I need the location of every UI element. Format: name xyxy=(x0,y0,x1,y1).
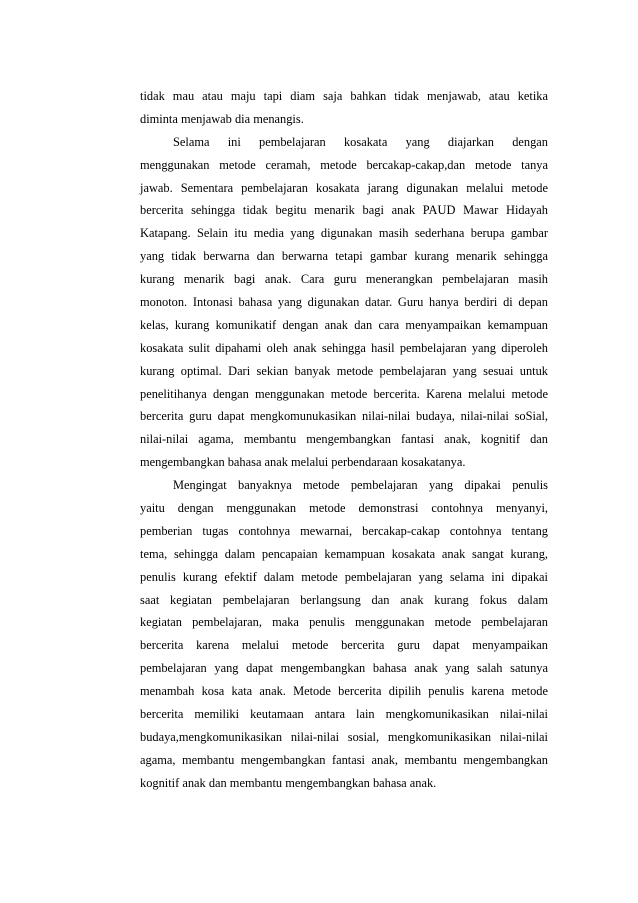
text-line: jawab. Sementara pembelajaran kosakata jarang digunakan melalui metode xyxy=(140,180,548,195)
text-line: kurang menarik bagi anak. Cara guru menerangkan pembelajaran masih xyxy=(140,272,548,287)
text-line: kurang optimal. Dari sekian banyak metode pembelajaran yang sesuai untuk xyxy=(140,363,548,378)
text-line: menggunakan metode ceramah, metode bercakap-cakap,dan metode tanya xyxy=(140,157,548,172)
text-line: diminta menjawab dia menangis. xyxy=(140,111,304,126)
text-line: bercerita sehingga tidak begitu menarik bagi anak PAUD Mawar Hidayah xyxy=(140,203,548,218)
text-line: monoton. Intonasi bahasa yang digunakan datar. Guru hanya berdiri di depan xyxy=(140,295,548,310)
text-line: Selama ini pembelajaran kosakata yang diajarkan dengan xyxy=(173,134,548,149)
text-line: agama, membantu mengembangkan fantasi anak, membantu mengembangkan xyxy=(140,752,548,767)
text-line: kognitif anak dan membantu mengembangkan bahasa anak. xyxy=(140,775,437,790)
text-line: tema, sehingga dalam pencapaian kemampuan kosakata anak sangat kurang, xyxy=(140,546,548,561)
text-line: pembelajaran yang dapat mengembangkan bahasa anak yang salah satunya xyxy=(140,661,548,676)
text-line: kegiatan pembelajaran, maka penulis menggunakan metode pembelajaran xyxy=(140,615,548,630)
text-line: saat kegiatan pembelajaran berlangsung dan anak kurang fokus dalam xyxy=(140,592,548,607)
text-line: penelitihanya dengan menggunakan metode bercerita. Karena melalui metode xyxy=(140,386,548,401)
text-line: bercerita guru dapat mengkomunukasikan nilai-nilai budaya, nilai-nilai soSial, xyxy=(140,409,548,424)
text-line: kosakata sulit dipahami oleh anak sehingga hasil pembelajaran yang diperoleh xyxy=(140,340,548,355)
text-line: Mengingat banyaknya metode pembelajaran yang dipakai penulis xyxy=(173,478,548,493)
text-line: tidak mau atau maju tapi diam saja bahkan tidak menjawab, atau ketika xyxy=(140,89,548,103)
text-line: bercerita memiliki keutamaan antara lain mengkomunikasikan nilai-nilai xyxy=(140,707,548,722)
text-line: budaya,mengkomunikasikan nilai-nilai sosial, mengkomunikasikan nilai-nilai xyxy=(140,729,548,744)
body-text xyxy=(140,85,548,795)
text-line: yang tidak berwarna dan berwarna tetapi gambar kurang menarik sehingga xyxy=(140,249,548,264)
text-line: bercerita karena melalui metode bercerita guru dapat menyampaikan xyxy=(140,638,548,653)
text-line: nilai-nilai agama, membantu mengembangkan fantasi anak, kognitif dan xyxy=(140,432,548,447)
text-line: kelas, kurang komunikatif dengan anak dan cara menyampaikan kemampuan xyxy=(140,317,548,332)
text-line: mengembangkan bahasa anak melalui perbendaraan kosakatanya. xyxy=(140,455,466,470)
text-line: menambah kosa kata anak. Metode bercerita dipilih penulis karena metode xyxy=(140,684,548,699)
text-line: penulis kurang efektif dalam metode pembelajaran yang selama ini dipakai xyxy=(140,569,548,584)
text-line: yaitu dengan menggunakan metode demonstrasi contohnya menyanyi, xyxy=(140,501,548,516)
text-line: pemberian tugas contohnya mewarnai, bercakap-cakap contohnya tentang xyxy=(140,523,548,538)
text-line: Katapang. Selain itu media yang digunakan masih sederhana berupa gambar xyxy=(140,226,548,241)
